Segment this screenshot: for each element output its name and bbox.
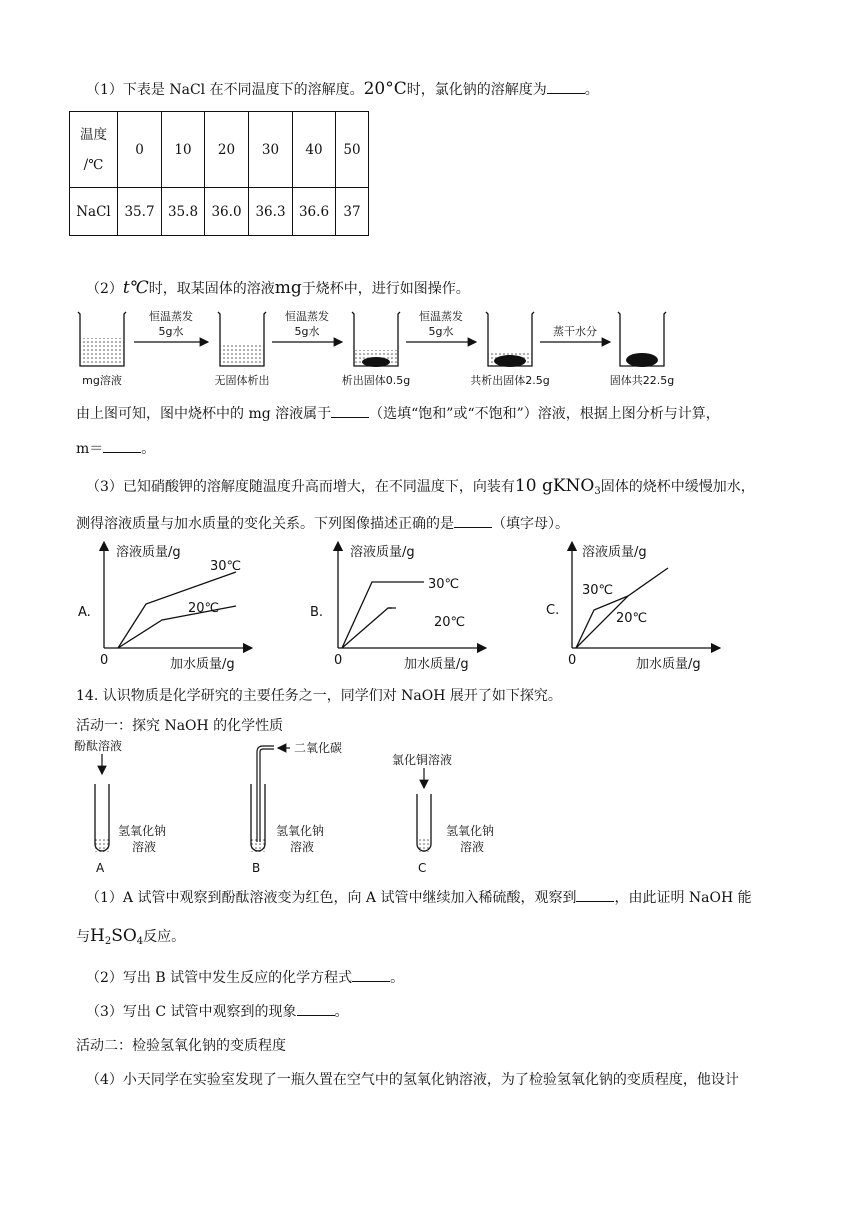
graph-a-label: A. xyxy=(78,605,91,620)
q14-q4: （4）小天同学在实验室发现了一瓶久置在空气中的氢氧化钠溶液，为了检验氢氧化钠的变质程度，他设计 xyxy=(86,1072,739,1088)
tube-b xyxy=(251,740,342,875)
table-header-temp-b: /℃ xyxy=(83,156,104,173)
q13-part3-line2 xyxy=(76,515,569,533)
table-cell: 40 xyxy=(293,112,336,188)
graph-a-t30: 30℃ xyxy=(210,559,242,574)
beaker-3 xyxy=(352,312,400,367)
q13-part1-text-a: （1）下表是 NaCl 在不同温度下的溶解度。 xyxy=(86,82,364,98)
graph-c-t20: 20℃ xyxy=(616,611,648,626)
q13-part3-a: （3）已知硝酸钾的溶解度随温度升高而增大，在不同温度下，向装有 xyxy=(86,479,515,495)
table-cell: 37 xyxy=(336,188,369,236)
beaker5-caption: 固体共22.5g xyxy=(609,374,675,387)
q13-part2-t: t℃ xyxy=(122,278,149,298)
graph-b-t20: 20℃ xyxy=(434,615,466,630)
q13-part2 xyxy=(86,279,470,298)
q13-part2-q1-a: 由上图可知，图中烧杯中的 mg 溶液属于 xyxy=(76,406,332,422)
q13-part2-q2-b: 。 xyxy=(141,441,156,457)
beaker3-caption: 析出固体0.5g xyxy=(341,374,411,387)
answer-blank[interactable] xyxy=(331,405,369,418)
table-cell: 20 xyxy=(205,112,249,188)
q14-q1-c: 与 xyxy=(76,929,90,945)
tube-c-reagent: 氯化铜溶液 xyxy=(392,753,453,767)
answer-blank[interactable] xyxy=(454,515,492,528)
graph-c-label: C. xyxy=(546,603,560,618)
q14-q1 xyxy=(86,889,752,907)
graph-b-ylabel: 溶液质量/g xyxy=(350,545,415,560)
q14-q3-a: （3）写出 C 试管中观察到的现象 xyxy=(86,1004,297,1020)
q14-q1-d: 反应。 xyxy=(143,929,186,945)
q13-part3-b: 固体的烧杯中缓慢加水， xyxy=(600,479,755,495)
q14-q1-so: SO xyxy=(111,926,137,946)
q14-q1-so-sub: 4 xyxy=(136,936,144,947)
tube-a-solution-1: 氢氧化钠 xyxy=(118,824,167,838)
graph-b-xlabel: 加水质量/g xyxy=(404,657,469,672)
q14-q3 xyxy=(86,1003,349,1021)
q14-q1-line2 xyxy=(76,927,185,951)
q14-stem: 14. 认识物质是化学研究的主要任务之一，同学们对 NaOH 展开了如下探究。 xyxy=(76,688,562,704)
q14-q3-b: 。 xyxy=(334,1004,349,1020)
answer-blank[interactable] xyxy=(352,969,390,982)
table-cell: 0 xyxy=(118,112,162,188)
q13-part3-line2-a: 测得溶液质量与加水质量的变化关系。下列图像描述正确的是 xyxy=(76,516,454,532)
graph-b-label: B. xyxy=(310,605,324,620)
graph-b-t30: 30℃ xyxy=(428,577,460,592)
step1-label: 恒温蒸发 xyxy=(149,310,193,323)
table-cell: 35.7 xyxy=(118,188,162,236)
step3-label: 恒温蒸发 xyxy=(419,310,463,323)
q14-q1-h: H xyxy=(90,926,105,946)
q14-q2-a: （2）写出 B 试管中发生反应的化学方程式 xyxy=(86,970,353,986)
beaker-4 xyxy=(486,312,534,367)
graph-a xyxy=(78,544,248,672)
answer-blank[interactable] xyxy=(103,440,141,453)
tube-b-letter: B xyxy=(252,861,261,875)
q13-part2-q2-a: m＝ xyxy=(76,441,104,457)
tube-b-reagent: 二氧化碳 xyxy=(294,741,343,755)
beaker-5 xyxy=(618,312,666,367)
q13-part2-q1 xyxy=(76,405,720,423)
tube-a-reagent: 酚酞溶液 xyxy=(74,739,123,753)
graph-a-origin: 0 xyxy=(100,653,109,668)
q13-part2-q1-b: （选填“饱和”或“不饱和”）溶液，根据上图分析与计算， xyxy=(369,406,720,422)
beaker2-caption: 无固体析出 xyxy=(214,374,270,387)
table-cell: 36.3 xyxy=(249,188,293,236)
step2-label: 恒温蒸发 xyxy=(285,310,329,323)
step4-label: 蒸干水分 xyxy=(553,325,597,338)
step3-sub: 5g水 xyxy=(428,325,454,338)
q13-part2-text-c: 于烧杯中，进行如图操作。 xyxy=(301,281,470,297)
table-header-temp-a: 温度 xyxy=(80,126,107,143)
table-header-nacl: NaCl xyxy=(70,188,118,236)
q13-part2-q2 xyxy=(76,440,155,458)
q14-q2-b: 。 xyxy=(390,970,405,986)
beaker4-caption: 共析出固体2.5g xyxy=(470,374,550,387)
solubility-table xyxy=(69,111,369,236)
table-cell: 36.6 xyxy=(293,188,336,236)
q13-part1-end: 。 xyxy=(584,82,599,98)
q14-q1-h-sub: 2 xyxy=(104,936,112,947)
tube-a-letter: A xyxy=(96,861,105,875)
q14-activity2: 活动二：检验氢氧化钠的变质程度 xyxy=(76,1038,286,1054)
solution-graphs xyxy=(70,538,730,676)
evaporation-diagram xyxy=(74,304,694,390)
q13-part3 xyxy=(86,477,755,501)
q13-part3-line2-b: （填字母）。 xyxy=(492,516,569,532)
table-row xyxy=(70,112,369,188)
graph-c-xlabel: 加水质量/g xyxy=(636,657,701,672)
tube-b-solution-1: 氢氧化钠 xyxy=(276,824,325,838)
beaker1-caption: mg溶液 xyxy=(82,374,122,387)
graph-c-origin: 0 xyxy=(568,653,577,668)
graph-b-origin: 0 xyxy=(334,653,343,668)
table-cell: 50 xyxy=(336,112,369,188)
q13-part2-num: （2） xyxy=(86,281,123,297)
graph-c-ylabel: 溶液质量/g xyxy=(582,545,647,560)
q13-part2-text-b: 时，取某固体的溶液 xyxy=(148,281,275,297)
table-cell: 30 xyxy=(249,112,293,188)
answer-blank[interactable] xyxy=(297,1003,335,1016)
graph-c-t30: 30℃ xyxy=(582,583,614,598)
graph-b xyxy=(310,544,482,672)
table-cell: 10 xyxy=(162,112,205,188)
table-cell: 35.8 xyxy=(162,188,205,236)
q14-activity1: 活动一：探究 NaOH 的化学性质 xyxy=(76,718,284,734)
graph-c xyxy=(546,544,716,672)
q13-part1-text-b: 时，氯化钠的溶解度为 xyxy=(406,82,547,98)
tube-a xyxy=(74,738,178,875)
graph-a-ylabel: 溶液质量/g xyxy=(116,545,181,560)
tube-c-solution-2: 溶液 xyxy=(460,840,485,854)
tube-c-solution-1: 氢氧化钠 xyxy=(446,824,495,838)
tube-a-solution-2: 溶液 xyxy=(132,840,157,854)
table-row xyxy=(70,188,369,236)
q14-q1-a: （1）A 试管中观察到酚酞溶液变为红色，向 A 试管中继续加入稀硫酸，观察到 xyxy=(86,890,577,906)
q14-q2 xyxy=(86,969,404,987)
table-header-temp xyxy=(70,112,118,188)
tube-b-solution-2: 溶液 xyxy=(290,840,315,854)
beaker-2 xyxy=(218,312,266,366)
answer-blank[interactable] xyxy=(576,889,614,902)
step2-sub: 5g水 xyxy=(294,325,320,338)
q13-part1 xyxy=(86,80,599,99)
answer-blank[interactable] xyxy=(547,81,585,94)
step1-sub: 5g水 xyxy=(158,325,184,338)
q14-q1-b: ，由此证明 NaOH 能 xyxy=(614,890,752,906)
q13-part3-kno3: 10 gKNO xyxy=(514,476,595,496)
tube-c-letter: C xyxy=(418,861,427,875)
q13-part2-mg: mg xyxy=(274,278,302,298)
graph-a-t20: 20℃ xyxy=(188,601,220,616)
q13-part1-temp: 20°C xyxy=(363,79,407,99)
q13-part3-sub: 3 xyxy=(594,486,601,497)
test-tubes-diagram xyxy=(74,738,524,876)
tube-c xyxy=(392,752,494,875)
beaker-1 xyxy=(78,312,126,366)
table-cell: 36.0 xyxy=(205,188,249,236)
graph-a-xlabel: 加水质量/g xyxy=(170,657,235,672)
